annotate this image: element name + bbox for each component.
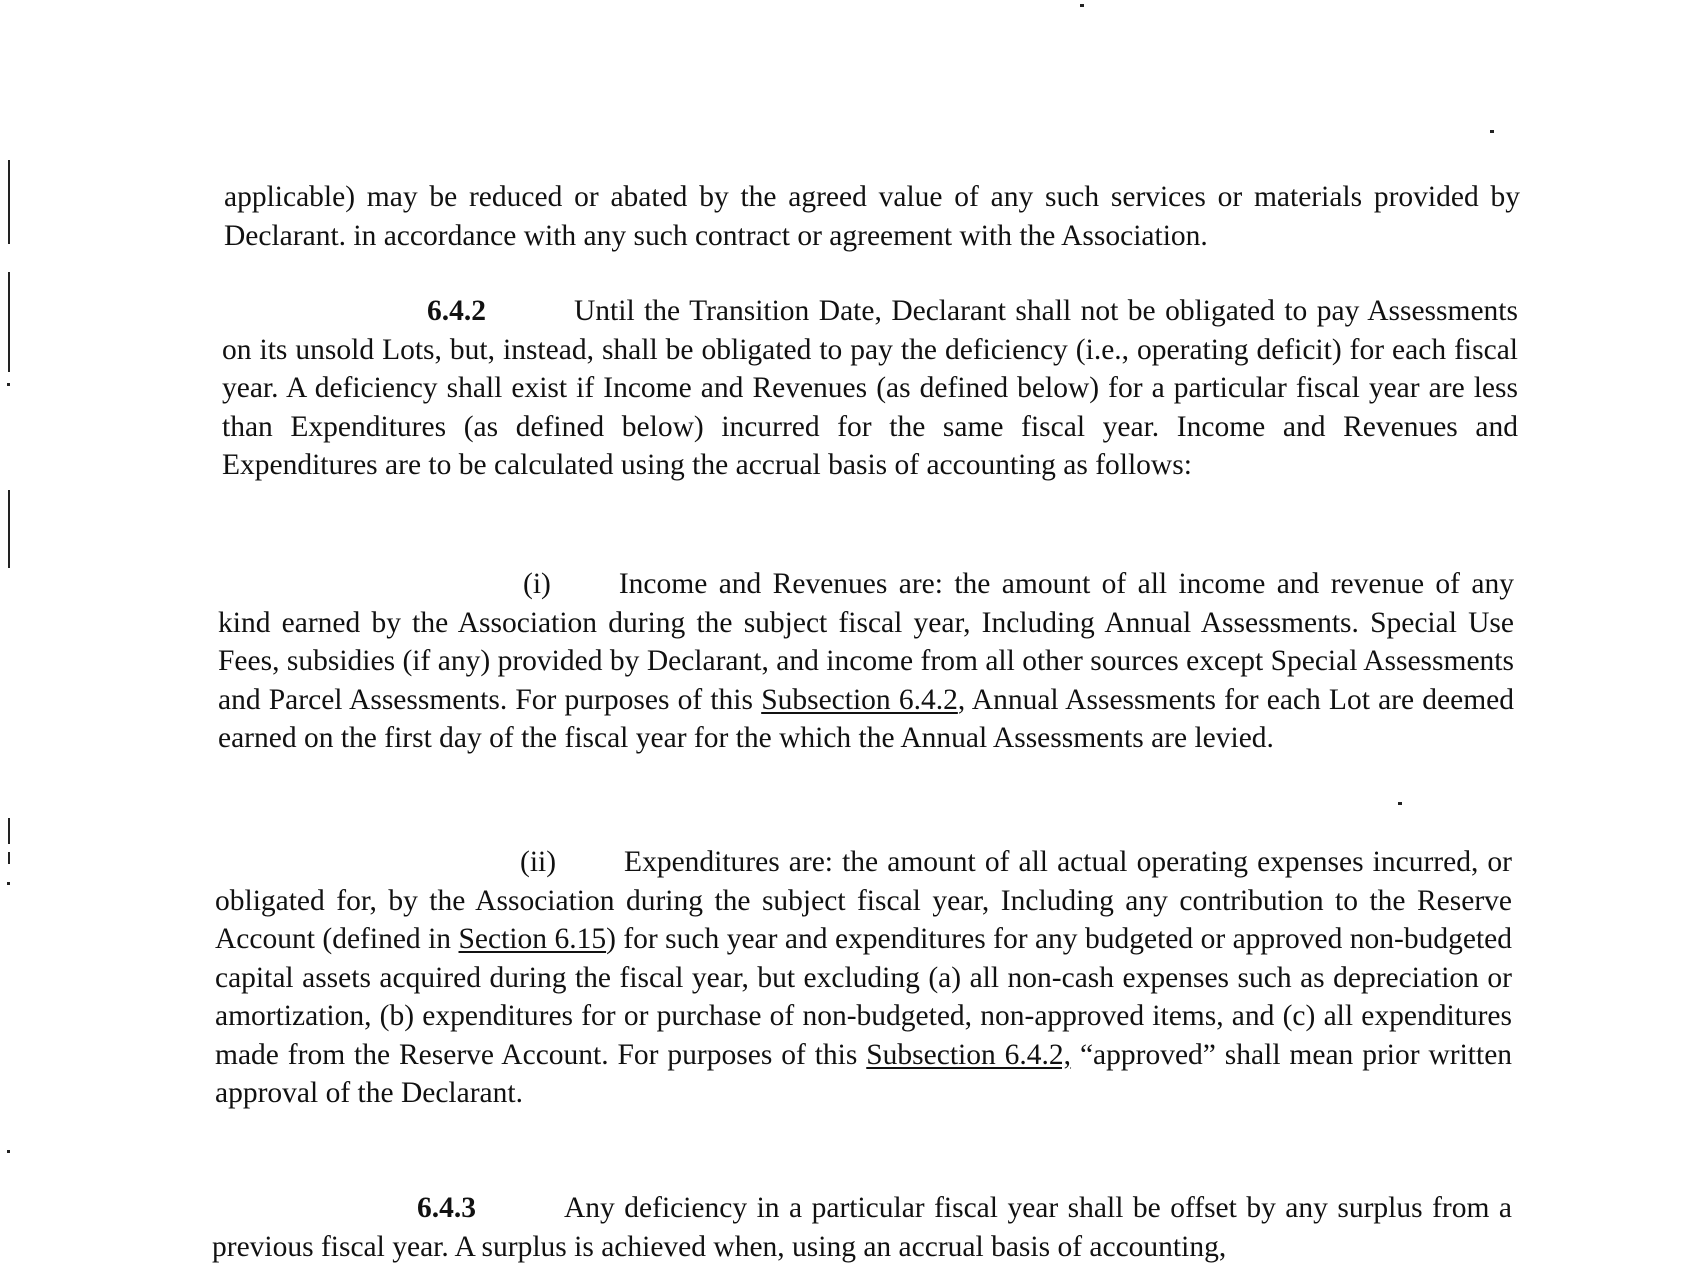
scan-margin-mark <box>8 852 10 864</box>
scan-margin-mark <box>8 160 10 244</box>
subsection-reference: Subsection 6.4.2, <box>866 1038 1072 1071</box>
paragraph-text: , Annual Assessments for each Lot are deemed earned on the first day of the fiscal year for the which the Annual Assessments are levied. <box>218 683 1515 754</box>
scan-dot <box>7 882 10 885</box>
section-6-4-2 <box>222 292 1518 485</box>
scan-dot <box>7 383 10 386</box>
paragraph-text: Any deficiency in a particular fiscal year shall be offset by any surplus from a previous fiscal year. A surplus is achieved when, using an accrual basis of accounting, <box>212 1192 1512 1263</box>
section-number: 6.4.2 <box>427 295 486 327</box>
paragraph-text: ) for such year and expenditures for any budgeted or approved non-budgeted capital assets acquired during the fiscal year, but excluding (a) all non-cash expenses such as depreciation or amortization, (b) expenditures for or purchase of non-budgeted, non-approved items, and (c) all expenditures made from the Reserve Account. For purposes of this <box>215 923 1513 1071</box>
scan-margin-mark <box>8 490 10 568</box>
item-ii-expenditures <box>215 843 1512 1113</box>
item-number: (ii) <box>520 846 557 878</box>
paragraph-text: applicable) may be reduced or abated by the agreed value of any such services or materials provided by Declarant. in accordance with any such contract or agreement with the Association. <box>224 181 1520 252</box>
scan-margin-mark <box>8 818 10 844</box>
paragraph-continuation <box>224 178 1520 255</box>
section-reference: Section 6.15 <box>458 923 607 955</box>
scan-dot <box>1490 130 1494 133</box>
section-6-4-3 <box>212 1189 1512 1266</box>
scan-margin-mark <box>8 272 10 372</box>
subsection-reference: Subsection 6.4.2 <box>761 683 958 716</box>
section-number: 6.4.3 <box>417 1192 476 1224</box>
item-number: (i) <box>523 568 551 600</box>
item-i-income-and-revenues <box>218 565 1514 758</box>
scan-dot <box>1398 802 1402 805</box>
paragraph-text: “approved” shall mean prior written approval of the Declarant. <box>215 1038 1513 1109</box>
paragraph-text: Expenditures are: the amount of all actual operating expenses incurred, or obligated for, by the Association during the subject fiscal year, Including any contribution to the Reserve Account (defined in <box>215 846 1512 955</box>
paragraph-text: Until the Transition Date, Declarant shall not be obligated to pay Assessments on its unsold Lots, but, instead, shall be obligated to pay the deficiency (i.e., operating deficit) for each fiscal year. A deficiency shall exist if Income and Revenues (as defined below) for a particular fiscal year are less than Expenditures (as defined below) incurred for the same fiscal year. Income and Revenues and Expenditures are to be calculated using the accrual basis of accounting as follows: <box>222 295 1518 481</box>
paragraph-text: Income and Revenues are: the amount of all income and revenue of any kind earned by the Association during the subject fiscal year, Including Annual Assessments. Special Use Fees, subsidies (if any) provided by Declarant, and income from all other sources except Special Assessments and Parcel Assessments. For purposes of this <box>218 568 1514 716</box>
scan-dot <box>1080 4 1084 7</box>
scan-dot <box>7 1150 10 1153</box>
